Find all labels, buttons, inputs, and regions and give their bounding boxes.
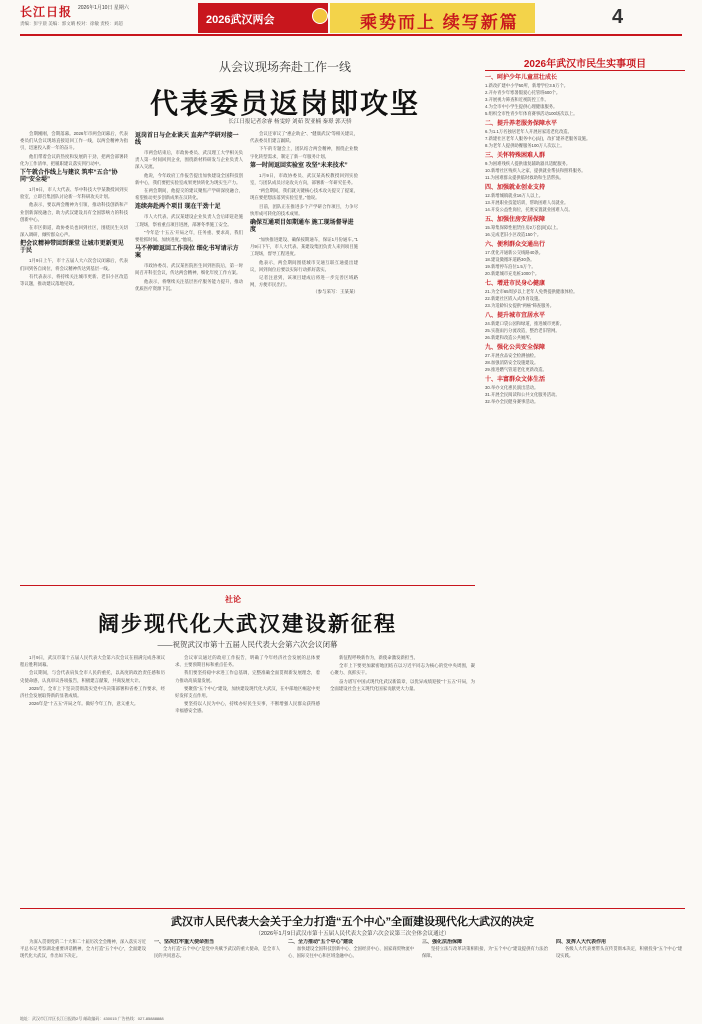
decision-body [20, 939, 685, 1017]
subheading: 马不停蹄返回工作岗位 细化书写请示方案 [135, 246, 239, 260]
project-item: 31.开展全民阅读和公共文化服务活动。 [485, 392, 560, 397]
paragraph: “加快推进建设、确保按期通车，保证1月份通车。”1月9日下午，市人大代表、某建设集团负责人来到项目施工现场，督导工程进度。 [250, 237, 358, 257]
paragraph: 下午的专题会上，团队结合两会精神，围绕企业数字化转型需求，制定了新一年服务计划。 [250, 146, 358, 159]
editorial [20, 585, 475, 897]
project-item: 18.建设微循环道路30条。 [485, 257, 535, 262]
project-item: 3.开展视力筛查和近视防控工作。 [485, 97, 549, 102]
paragraph: 1月9日，市政协委员、武汉某高校教授回到实验室，与团队成员讨论攻关方向，部署新一年研究任务。 [250, 172, 358, 186]
project-section [485, 152, 685, 181]
paragraph: 在市区街道，政协委员也回到社区，围绕民生关切深入调研，倾听群众心声。 [20, 225, 128, 238]
paragraph: 在两会期间，他提交的建议聚焦产学研深度融合，希望推动更多创新成果在汉转化。 [135, 188, 243, 201]
project-section [485, 74, 685, 117]
subheading: 确保互通项目如期通车 施工现场督导进度 [250, 220, 354, 234]
project-item: 22.新建社区嵌入式体育设施。 [485, 296, 543, 301]
decision-column [154, 939, 280, 1017]
paragraph: 新征程呼唤新作为，新使命激发新担当。 [339, 655, 419, 660]
project-item: 25.实施雨污分流改造，整治老旧管网。 [485, 328, 560, 333]
paragraph: 市人大代表、武汉某建设企业负责人会后即赶赴施工现场，察看重点项目进展，部署冬季施工安全。 [135, 214, 243, 227]
subheading: 连续奔赴两个项目 现在干劲十足 [135, 204, 221, 211]
subheading: 返岗首日与企业谈天 直奔产学研对接一线 [135, 133, 239, 146]
editorial-body [20, 654, 475, 894]
paragraph: 他说，今年政府工作报告提出加快建设全国科技创新中心，我们要把实验室成果更快转化为现实生产力。 [135, 172, 243, 185]
project-item: 27.开展食品安全检测抽检。 [485, 353, 539, 358]
project-item: 16.完成老旧小区改造150个。 [485, 232, 542, 237]
project-section-heading: 六、便利群众交通出行 [485, 242, 546, 248]
page-footer: 地址：武汉市江岸区长江日报路2号 邮政编码：430015 广告热线：027-85888888 [20, 1016, 164, 1021]
paragraph: 会议还审议了“惠企助企”、“健康武汉”等相关建议，代表委员们建言踊跃。 [250, 131, 358, 144]
sidebar-body [485, 74, 685, 405]
paragraph: 市政协委员、武汉某医院医生回到医院后，第一时间召开科室会议，传达两会精神，细化年度工作方案。 [135, 263, 243, 276]
paragraph: 他表示，两会期间围绕城市交通互联互通提出建议，回到岗位后要以实际行动抓好落实。 [250, 259, 358, 272]
project-section [485, 216, 685, 238]
project-section-heading: 三、关怀特殊困难人群 [485, 153, 546, 159]
paragraph: 他们带着会议的热度和发展的干劲，把两会部署转化为工作清单，把履职建议落实到行动中。 [20, 153, 128, 166]
project-item: 4.为全市中小学生提供心理健康服务。 [485, 104, 558, 109]
paragraph: 会期刚刚，会期落幕。2026年市两会闭幕后，代表委员们从会议现场直接返回工作一线，以两会精神为指引，迅速投入新一年的奋斗。 [20, 131, 128, 151]
decision-article [20, 908, 685, 1018]
paragraph: 他表示，将继续关注基层医疗服务能力提升，推动优质医疗资源下沉。 [135, 278, 243, 291]
paragraph: 要聚焦“五个中心”建设，加快建设现代化大武汉，在中部地区崛起中更好发挥支点作用。 [175, 685, 320, 699]
project-section [485, 312, 685, 341]
project-item: 12.新增城镇就业16万人以上。 [485, 193, 544, 198]
masthead [0, 0, 702, 37]
paragraph: 1月9日上午，市十五届人大六次会议闭幕后，代表们回到各自岗位，将会议精神传达到基层一线。 [20, 258, 128, 271]
project-item: 9.为困难残疾人提供康复辅助器具适配服务。 [485, 161, 571, 166]
paragraph: 市两会结束后，市政协委员、武汉理工大学相关负责人第一时间回到企业，围绕新材料研发与企业负责人深入交流。 [135, 150, 243, 170]
editorial-column [175, 654, 320, 894]
paragraph: 坚持立法与改革决策相衔接，为“五个中心”建设提供有力法治保障。 [422, 946, 548, 958]
project-item: 13.开展职业技能培训，帮助困难人员就业。 [485, 200, 569, 205]
newspaper-logo: 长江日报 [20, 5, 73, 19]
paragraph: 全市上下要更加紧密地团结在以习近平同志为核心的党中央周围，凝心聚力、真抓实干。 [330, 663, 475, 676]
paragraph: 记者注意到，该项目建成后将进一步完善区域路网，方便市民出行。 [250, 275, 358, 288]
page-number: 4 [612, 6, 624, 28]
subheading: 三、强化法治保障 [422, 939, 463, 945]
project-item: 30.举办文化惠民演出活动。 [485, 385, 539, 390]
project-item: 2.开办青少年寒暑假爱心托管班600个。 [485, 90, 561, 95]
lead-byline: 长江日报记者余睿 杨雯婷 刘茹 贺亚楠 秦璟 郭天骄 [228, 119, 352, 125]
lead-kicker: 从会议现场奔赴工作一线 [218, 60, 351, 74]
paragraph: 2025年，全市上下坚决贯彻落实党中央决策部署和省委工作要求，经济社会发展取得新的显著成绩。 [20, 685, 165, 699]
project-item: 29.推进燃气管道老化更新改造。 [485, 367, 547, 372]
paragraph: 我们要坚持稳中求进工作总基调，完整准确全面贯彻新发展理念，着力推动高质量发展。 [175, 670, 320, 683]
project-section [485, 280, 685, 309]
paragraph: 2026年是“十五五”开局之年。做好今年工作，意义重大。 [29, 701, 139, 707]
paragraph: 各级人大代表要带头宣传贯彻本决定，积极投身“五个中心”建设实践。 [556, 946, 682, 958]
decision-headline: 武汉市人民代表大会关于全力打造“五个中心”全面建设现代化大武汉的决定 [171, 916, 534, 928]
sidebar-title: 2026年武汉市民生实事项目 [485, 55, 685, 71]
subheading: 下午就合作线上与建议 筑牢“五合”协同“安全堤” [20, 170, 118, 184]
section-banner [198, 3, 328, 33]
slogan-banner [330, 3, 535, 33]
subheading: 把会议精神带回到课堂 让城市更新更见于民 [20, 241, 124, 255]
lead-body [20, 130, 475, 578]
paragraph: 有代表表示，将持续关注城市更新、老旧小区改造等议题，推动建议落地见效。 [20, 273, 128, 287]
project-item: 5.组织全市性青少年体育赛事活动100场次以上。 [485, 111, 578, 116]
decision-subtitle: （2026年1月9日武汉市第十五届人民代表大会第六次会议第三次全体会议通过） [255, 931, 450, 937]
project-section-heading: 十、丰富群众文体生活 [485, 377, 546, 383]
project-section-heading: 一、呵护少年儿童茁壮成长 [485, 75, 558, 81]
paragraph: 1月9日，市人大代表、华中科技大学某教授回到实验室，立即召集团队讨论新一年科研攻关计划。 [20, 187, 128, 200]
subheading: 第一时间返回实验室 攻坚“未来技术” [250, 162, 348, 169]
decision-column [20, 939, 146, 1017]
decision-column [288, 939, 414, 1017]
emblem-icon [312, 8, 328, 24]
project-item: 17.优化开通新公交线路40条。 [485, 250, 544, 255]
paragraph: 要坚持以人民为中心，持续办好民生实事，不断增强人民群众获得感幸福感安全感。 [175, 701, 320, 714]
project-item: 11.为困难群众提供临时救助和生活帮扶。 [485, 175, 564, 180]
paragraph: 为深入贯彻党的二十大和二十届历次全会精神，深入落实习近平总书记考察湖北重要讲话精神，全力打造“五个中心”，全面建设现代化大武汉，作出如下决定。 [20, 939, 146, 958]
decision-column [556, 939, 682, 1017]
issue-date: 2026年1月10日 星期六 [78, 5, 129, 11]
paragraph: “今年是‘十五五’开局之年，任务重、要求高，我们要抢抓时间、加快进度。”他说。 [135, 229, 243, 243]
editorial-tag: 社论 [225, 595, 241, 604]
subheading: 二、全力推动“五个中心”建设 [288, 939, 354, 945]
project-item: 21.为全市65周岁以上老年人免费提供健康体检。 [485, 289, 578, 294]
project-item: 6.为1.1万名独居老年人开展居家适老化改造。 [485, 129, 572, 134]
project-item: 19.新增停车泊位1.5万个。 [485, 264, 536, 269]
paragraph: 会议期间，与会代表肩负全市人民的重托，以高度的政治责任感和历史使命感，认真审议各项报告，积极建言献策，共商发展大计。 [20, 670, 165, 683]
paragraph: 加快建设全国科技创新中心、全国经济中心、国家商贸物流中心、国际交往中心和区域金融中心。 [288, 946, 414, 958]
section-banner-label: 2026武汉两会 [206, 14, 275, 26]
project-item: 26.新建和改造公共厕所。 [485, 335, 534, 340]
decision-column [422, 939, 548, 1017]
editorial-headline: 阔步现代化大武汉建设新征程 [98, 613, 397, 636]
project-item: 15.筹集保障性租赁住房2万套(间)以上。 [485, 225, 561, 230]
paragraph: 目前，团队正在推进多个产学研合作项目，力争尽快形成可转化的技术成果。 [250, 203, 358, 216]
project-item: 32.举办全民健身赛事活动。 [485, 399, 539, 404]
project-item: 1.新改扩建中小学50所，新增学位3.5万个。 [485, 83, 569, 88]
project-item: 28.加强消防安全设施建设。 [485, 360, 539, 365]
lead-column [135, 130, 243, 578]
reporter-credit: （参与采写：王某某） [313, 289, 358, 295]
project-item: 7.新建社区老年人服务中心(站)，改扩建养老服务设施。 [485, 136, 591, 141]
project-item: 10.新增社区残疾人之家，提供就业帮扶和照料服务。 [485, 168, 586, 173]
lead-column [250, 130, 358, 578]
lead-column [20, 130, 128, 578]
slogan-text: 乘势而上 续写新篇 [360, 13, 519, 32]
project-item: 24.新建口袋公园和绿道，推进城市更新。 [485, 321, 565, 326]
editorial-subtitle: ——祝贺武汉市第十五届人民代表大会第六次会议闭幕 [157, 640, 338, 649]
paragraph: 他表示，要以两会精神为引领，推动科技创新和产业创新深度融合，助力武汉建设具有全国影响力的科技创新中心。 [20, 202, 128, 222]
project-section-heading: 七、增进市民身心健康 [485, 281, 546, 287]
paragraph: “两会期间，我们就关键核心技术攻关提交了提案，现在要把想法落到实验室里。”他说。 [250, 188, 358, 201]
project-section-heading: 八、提升城市宜居水平 [485, 313, 546, 319]
project-section-heading: 九、强化公共安全保障 [485, 345, 546, 351]
project-item: 8.为老年人提供助餐服务100万人次以上。 [485, 143, 565, 148]
project-item: 14.开发公益性岗位，托底安置就业困难人员。 [485, 207, 573, 212]
project-section [485, 241, 685, 277]
project-section [485, 376, 685, 405]
livelihood-projects-sidebar [485, 55, 685, 620]
subheading: 四、发挥人大代表作用 [556, 939, 607, 945]
project-section [485, 120, 685, 149]
paragraph: 1月9日，武汉市第十五届人民代表大会第六次会议在圆满完成各项议程后胜利闭幕。 [20, 655, 165, 668]
paragraph: 奋力谱写中国式现代化武汉新篇章，以优异成绩迎接“十五五”开局，为全面建设社会主义现代化国家贡献更大力量。 [330, 678, 475, 691]
paragraph: 会议审议通过的政府工作报告，明确了今年经济社会发展的总体要求、主要预期目标和重点任务。 [175, 655, 320, 668]
masthead-divider [20, 34, 682, 36]
editorial-column [20, 654, 165, 894]
project-section-heading: 二、提升养老服务保障水平 [485, 121, 558, 127]
editor-credits: 责编：彭宇晨 美编：郭文晴 校对：徐敏 责校：刘超 [20, 21, 123, 26]
lead-headline: 代表委员返岗即攻坚 [149, 88, 420, 119]
editorial-column [330, 654, 475, 894]
project-item: 23.为适龄妇女提供“两癌”筛查服务。 [485, 303, 554, 308]
project-item: 20.新建城市充电桩1000个。 [485, 271, 540, 276]
project-section-heading: 五、加强住房安居保障 [485, 217, 546, 223]
lead-column [365, 130, 473, 578]
project-section-heading: 四、加强就业创业支持 [485, 185, 546, 191]
project-section [485, 344, 685, 373]
subheading: 一、坚决扛牢重大使命担当 [154, 939, 215, 945]
project-section [485, 184, 685, 213]
paragraph: 全力打造“五个中心”是党中央赋予武汉的重大使命，是全市人民的共同意志。 [154, 946, 280, 958]
